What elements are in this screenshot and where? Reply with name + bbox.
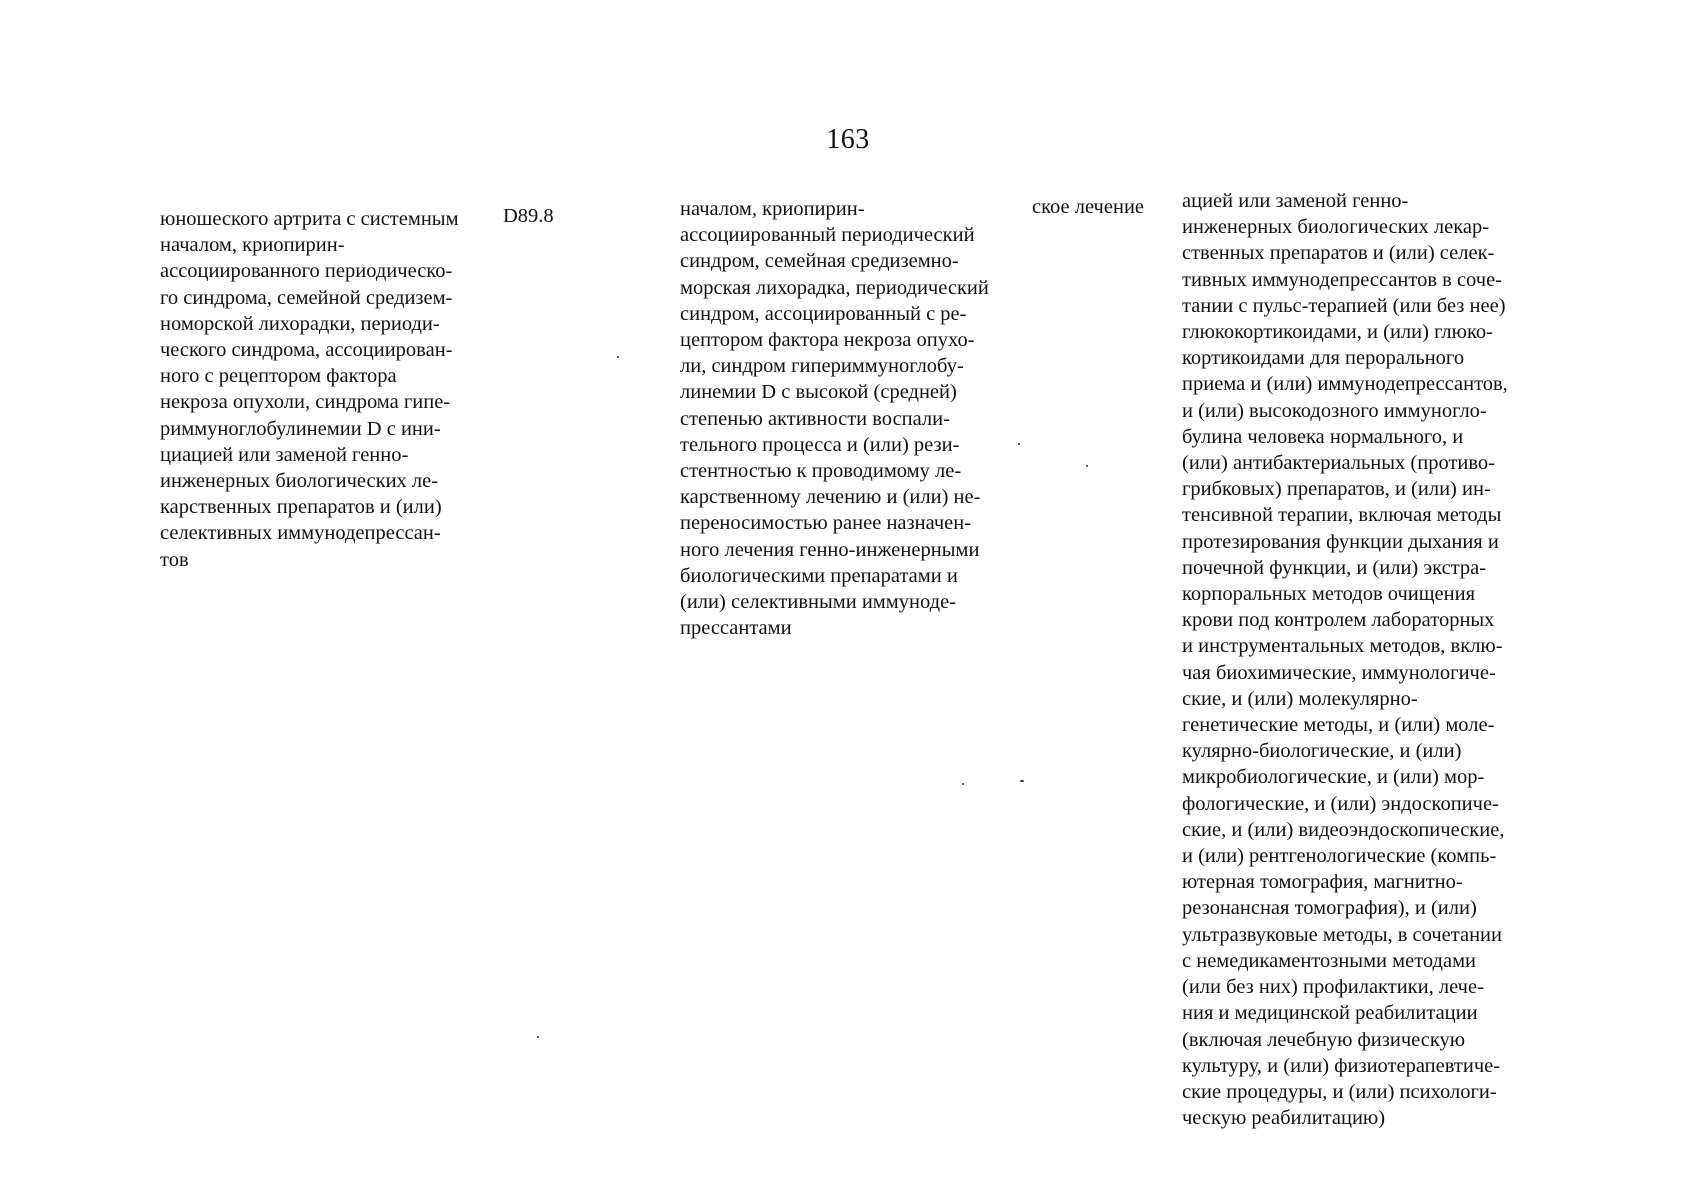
diagnosis-text-line: юношеского артрита с системным (160, 208, 459, 230)
scan-speck (1020, 780, 1024, 782)
diagnosis-text-line: началом, криопирин- (160, 234, 345, 257)
scan-speck (1086, 465, 1088, 467)
treatment-method-text-line: ультразвуковые методы, в сочетании (1182, 923, 1503, 946)
patient-model-text-line: морская лихорадка, периодический (680, 276, 989, 299)
treatment-method-text-line: тании с пульс-терапией (или без нее) (1182, 294, 1506, 317)
treatment-method-text-line: крови под контролем лабораторных (1182, 609, 1495, 632)
treatment-method-text-line: и (или) высокодозного иммуногло- (1182, 399, 1487, 422)
patient-model-text-line: (или) селективными иммуноде- (680, 591, 956, 614)
diagnosis-text-line: ного с рецептором фактора (160, 365, 397, 388)
treatment-type-cell (1032, 194, 1144, 220)
treatment-method-text-line: с немедикаментозными методами (1182, 949, 1477, 972)
treatment-method-text-line: ские, и (или) молекулярно- (1182, 687, 1418, 710)
patient-model-text-line: прессантами (680, 617, 792, 640)
treatment-type-text-line: ское лечение (1032, 196, 1145, 218)
treatment-method-text-line: (или) антибактериальных (противо- (1182, 452, 1495, 475)
patient-model-text-line: ли, синдром гипериммуноглобу- (680, 355, 964, 378)
treatment-method-text-line: корпоральных методов очищения (1182, 583, 1476, 606)
patient-model-text-line: линемии D с высокой (средней) (680, 381, 957, 404)
diagnosis-text-line: циацией или заменой генно- (160, 443, 409, 466)
diagnosis-text-line: риммуноглобулинемии D с ини- (160, 417, 441, 440)
treatment-method-text-line: культуру, и (или) физиотерапевтиче- (1182, 1054, 1501, 1077)
patient-model-text-line: синдром, семейная средиземно- (680, 250, 959, 273)
patient-model-text-line: ного лечения генно-инженерными (680, 538, 980, 561)
treatment-method-text-line: (или без них) профилактики, лече- (1182, 976, 1484, 999)
treatment-method-text-line: грибковых) препаратов, и (или) ин- (1182, 478, 1491, 501)
diagnosis-text-line: инженерных биологических ле- (160, 470, 439, 493)
diagnosis-text-line: карственных препаратов и (или) (160, 496, 442, 519)
treatment-method-text-line: фологические, и (или) эндоскопиче- (1182, 792, 1499, 815)
diagnosis-text-line: ческого синдрома, ассоциирован- (160, 339, 453, 362)
scan-speck (962, 783, 964, 785)
treatment-method-text-line: глюкокортикоидами, и (или) глюко- (1182, 321, 1493, 344)
patient-model-text-line: биологическими препаратами и (680, 564, 958, 587)
treatment-method-text-line: тивных иммунодепрессантов в соче- (1182, 268, 1503, 291)
scan-speck (1018, 443, 1020, 445)
icd-code: D89.8 (503, 205, 554, 227)
patient-model-text-line: тельного процесса и (или) рези- (680, 433, 960, 456)
treatment-method-cell (1182, 188, 1508, 1131)
treatment-method-text-line: резонансная томография), и (или) (1182, 897, 1477, 920)
treatment-method-text-line: ские процедуры, и (или) психологи- (1182, 1080, 1497, 1103)
treatment-method-text-line: генетические методы, и (или) моле- (1182, 714, 1495, 737)
page-number: 163 (826, 124, 870, 155)
patient-model-text-line: синдром, ассоциированный с ре- (680, 302, 967, 325)
diagnosis-text-line: ассоциированного периодическо- (160, 260, 453, 283)
treatment-method-text-line: (включая лечебную физическую (1182, 1028, 1466, 1051)
treatment-method-text-line: ацией или заменой генно- (1182, 190, 1409, 212)
diagnosis-cell (160, 206, 459, 573)
diagnosis-text-line: го синдрома, семейной средизем- (160, 286, 453, 309)
diagnosis-text-line: тов (160, 548, 189, 571)
treatment-method-text-line: ческую реабилитацию) (1182, 1107, 1386, 1130)
patient-model-text-line: переносимостью ранее назначен- (680, 512, 972, 535)
patient-model-text-line: стентностью к проводимому ле- (680, 460, 962, 483)
treatment-method-text-line: кулярно-биологические, и (или) (1182, 740, 1462, 763)
treatment-method-text-line: булина человека нормального, и (1182, 425, 1464, 448)
code-cell (503, 203, 554, 229)
scan-speck (537, 1036, 539, 1038)
patient-model-text-line: карственному лечению и (или) не- (680, 486, 981, 509)
treatment-method-text-line: ственных препаратов и (или) селек- (1182, 242, 1495, 265)
diagnosis-text-line: некроза опухоли, синдрома гипе- (160, 391, 451, 414)
treatment-method-text-line: ния и медицинской реабилитации (1182, 1002, 1478, 1025)
treatment-method-text-line: приема и (или) иммунодепрессантов, (1182, 373, 1508, 396)
treatment-method-text-line: и инструментальных методов, вклю- (1182, 635, 1503, 658)
treatment-method-text-line: тенсивной терапии, включая методы (1182, 504, 1502, 527)
treatment-method-text-line: кортикоидами для перорального (1182, 347, 1465, 370)
treatment-method-text-line: микробиологические, и (или) мор- (1182, 766, 1485, 789)
patient-model-text-line: степенью активности воспали- (680, 407, 950, 430)
diagnosis-text-line: селективных иммунодепрессан- (160, 522, 441, 545)
treatment-method-text-line: почечной функции, и (или) экстра- (1182, 556, 1487, 579)
scan-speck (617, 356, 619, 358)
treatment-method-text-line: ские, и (или) видеоэндоскопические, (1182, 818, 1505, 841)
treatment-method-text-line: чая биохимические, иммунологиче- (1182, 661, 1496, 684)
patient-model-text-line: цептором фактора некроза опухо- (680, 329, 975, 352)
diagnosis-text-line: номорской лихорадки, периоди- (160, 312, 440, 335)
treatment-method-text-line: и (или) рентгенологические (компь- (1182, 845, 1497, 868)
patient-model-text-line: ассоциированный периодический (680, 224, 975, 247)
treatment-method-text-line: ютерная томография, магнитно- (1182, 871, 1463, 894)
treatment-method-text-line: инженерных биологических лекар- (1182, 216, 1490, 239)
treatment-method-text-line: протезирования функции дыхания и (1182, 530, 1499, 553)
patient-model-text-line: началом, криопирин- (680, 198, 865, 220)
patient-model-cell (680, 196, 989, 641)
